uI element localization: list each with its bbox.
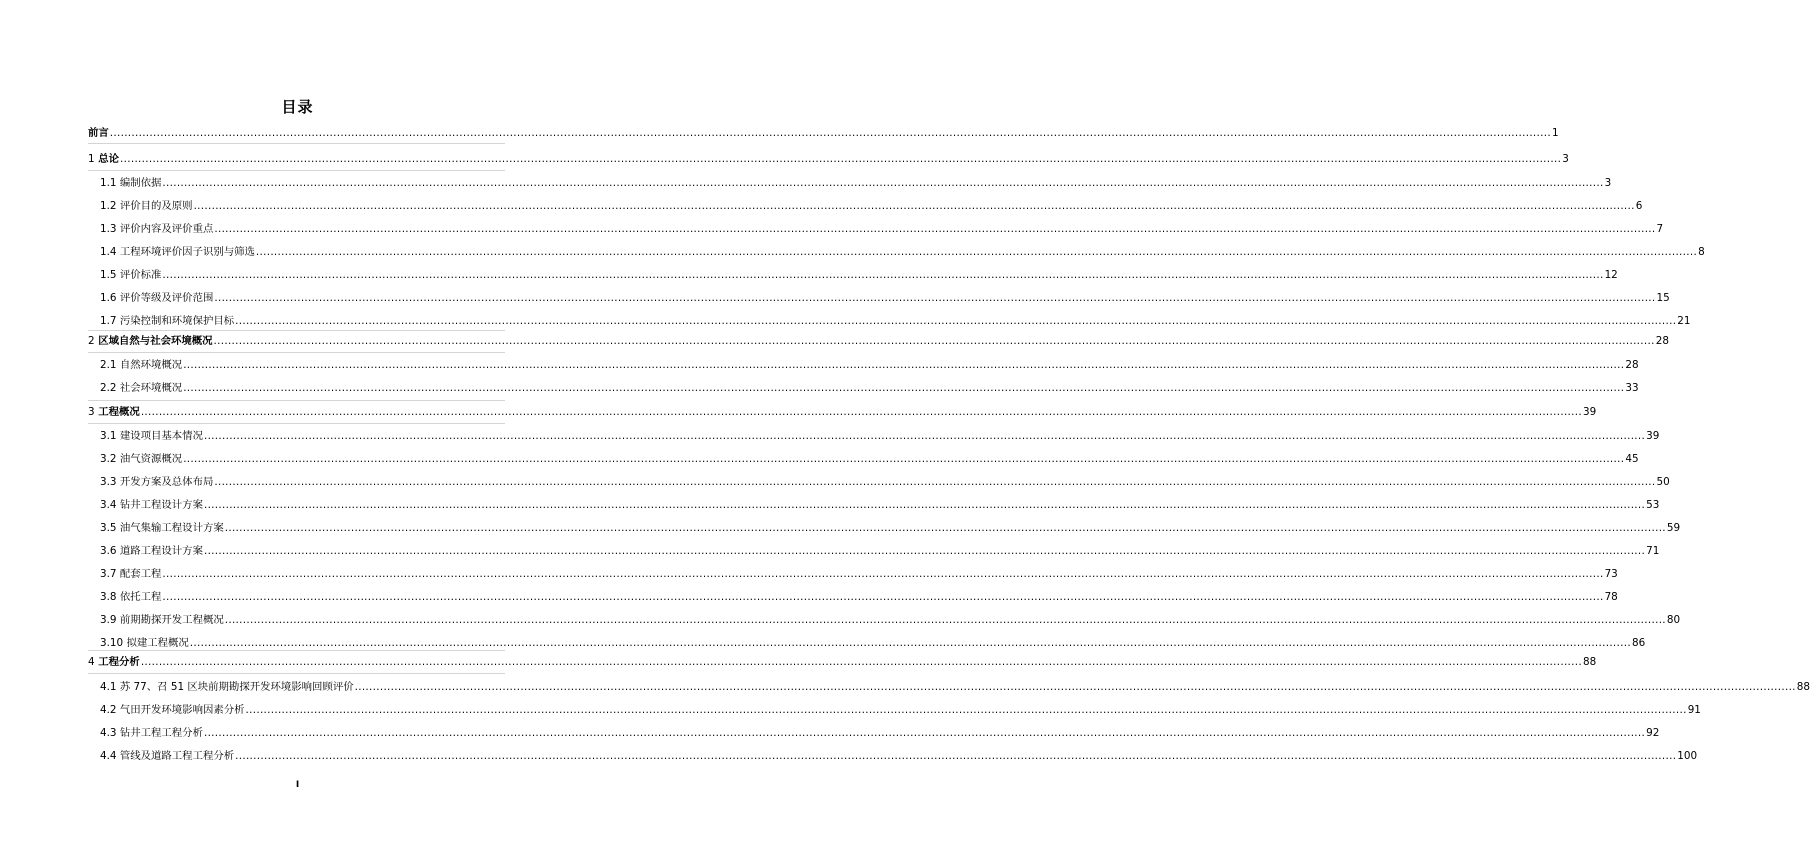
toc-page-number: 1 <box>1551 127 1559 139</box>
toc-section-entry[interactable] <box>100 749 1698 763</box>
toc-entry-text: 道路工程设计方案 <box>119 545 203 557</box>
toc-page-number: 28 <box>1625 359 1639 371</box>
toc-entry-label <box>100 245 255 259</box>
toc-chapter-entry[interactable] <box>88 405 1597 419</box>
toc-entry-text: 拟建工程概况 <box>126 637 189 649</box>
toc-section-entry[interactable] <box>100 291 1670 305</box>
toc-page-number: 73 <box>1604 568 1618 580</box>
toc-page-number: 91 <box>1687 704 1701 716</box>
toc-entry-text: 社会环境概况 <box>119 382 183 394</box>
toc-entry-number: 1.2 <box>100 200 117 212</box>
toc-dot-leader: ................................................................................................................................................................................................................................................................................................................................................................................................................ <box>162 591 1604 603</box>
toc-entry-number: 1.1 <box>100 177 117 189</box>
toc-entry-text: 钻井工程设计方案 <box>119 499 203 511</box>
toc-section-entry[interactable] <box>100 613 1681 627</box>
toc-entry-number: 1.6 <box>100 292 117 304</box>
toc-entry-number: 1.4 <box>100 246 117 258</box>
toc-entry-number: 3.1 <box>100 430 117 442</box>
toc-page-number: 71 <box>1646 545 1660 557</box>
toc-entry-number: 3.3 <box>100 476 117 488</box>
toc-dot-leader: ................................................................................................................................................................................................................................................................................................................................................................................................................ <box>224 522 1666 534</box>
entry-separator <box>88 423 505 424</box>
toc-dot-leader: ................................................................................................................................................................................................................................................................................................................................................................................................................ <box>183 382 1625 394</box>
toc-section-entry[interactable] <box>100 268 1618 282</box>
toc-dot-leader: ................................................................................................................................................................................................................................................................................................................................................................................................................ <box>140 656 1582 668</box>
toc-dot-leader: ................................................................................................................................................................................................................................................................................................................................................................................................................ <box>162 177 1604 189</box>
toc-chapter-entry[interactable] <box>88 126 1559 140</box>
toc-dot-leader: ................................................................................................................................................................................................................................................................................................................................................................................................................ <box>255 246 1698 258</box>
toc-entry-text: 污染控制和环境保护目标 <box>119 315 235 327</box>
toc-entry-label <box>88 655 140 669</box>
toc-page-number: 39 <box>1582 406 1597 418</box>
toc-dot-leader: ................................................................................................................................................................................................................................................................................................................................................................................................................ <box>162 568 1604 580</box>
toc-entry-label <box>100 475 213 489</box>
toc-entry-label <box>100 680 354 694</box>
toc-entry-number: 3.6 <box>100 545 117 557</box>
toc-entry-text: 工程概况 <box>98 406 140 418</box>
toc-dot-leader: ................................................................................................................................................................................................................................................................................................................................................................................................................ <box>189 637 1631 649</box>
toc-entry-number: 4.1 <box>100 681 117 693</box>
toc-entry-number: 2.1 <box>100 359 117 371</box>
toc-page-number: 3 <box>1604 177 1612 189</box>
entry-separator <box>88 352 505 353</box>
toc-entry-label <box>100 381 182 395</box>
toc-dot-leader: ................................................................................................................................................................................................................................................................................................................................................................................................................ <box>140 406 1582 418</box>
toc-chapter-entry[interactable] <box>88 655 1597 669</box>
toc-entry-text: 前言 <box>88 127 109 139</box>
toc-page-number: 53 <box>1646 499 1660 511</box>
toc-page-number: 78 <box>1604 591 1618 603</box>
toc-section-entry[interactable] <box>100 521 1681 535</box>
page-number-footer: I <box>295 780 300 790</box>
toc-entry-number: 3.9 <box>100 614 117 626</box>
toc-entry-label <box>100 222 213 236</box>
toc-entry-text: 评价等级及评价范围 <box>119 292 214 304</box>
toc-entry-text: 前期勘探开发工程概况 <box>119 614 224 626</box>
toc-dot-leader: ................................................................................................................................................................................................................................................................................................................................................................................................................ <box>214 292 1656 304</box>
toc-entry-label <box>100 703 245 717</box>
toc-entry-text: 总论 <box>98 153 120 165</box>
toc-page-number: 39 <box>1646 430 1660 442</box>
toc-section-entry[interactable] <box>100 680 1810 694</box>
toc-dot-leader: ................................................................................................................................................................................................................................................................................................................................................................................................................ <box>162 269 1604 281</box>
toc-dot-leader: ................................................................................................................................................................................................................................................................................................................................................................................................................ <box>203 499 1646 511</box>
toc-entry-number: 1.7 <box>100 315 117 327</box>
toc-entry-text: 评价内容及评价重点 <box>119 223 214 235</box>
toc-entry-number: 3.10 <box>100 637 124 649</box>
toc-entry-number: 2.2 <box>100 382 117 394</box>
toc-entry-text: 工程环境评价因子识别与筛选 <box>119 246 255 258</box>
toc-page-number: 12 <box>1604 269 1618 281</box>
toc-page-number: 88 <box>1582 656 1597 668</box>
toc-entry-text: 钻井工程工程分析 <box>119 727 203 739</box>
toc-entry-number: 3.2 <box>100 453 117 465</box>
toc-entry-text: 区域自然与社会环境概况 <box>98 335 213 347</box>
toc-entry-number: 3.7 <box>100 568 117 580</box>
entry-separator <box>88 330 505 331</box>
toc-entry-label <box>100 291 213 305</box>
toc-entry-number: 4.3 <box>100 727 117 739</box>
toc-page-number: 3 <box>1562 153 1569 165</box>
entry-separator <box>88 650 505 651</box>
toc-entry-label <box>100 268 161 282</box>
toc-entry-number: 2 <box>88 335 95 347</box>
entry-separator <box>88 400 505 401</box>
toc-section-entry[interactable] <box>100 358 1639 372</box>
toc-page-number: 100 <box>1677 750 1698 762</box>
toc-page-number: 6 <box>1635 200 1643 212</box>
toc-dot-leader: ................................................................................................................................................................................................................................................................................................................................................................................................................ <box>193 200 1635 212</box>
toc-dot-leader: ................................................................................................................................................................................................................................................................................................................................................................................................................ <box>203 727 1646 739</box>
toc-page-number: 86 <box>1631 637 1646 649</box>
toc-dot-leader: ................................................................................................................................................................................................................................................................................................................................................................................................................ <box>235 315 1677 327</box>
toc-entry-label <box>88 334 213 348</box>
toc-page-number: 21 <box>1677 315 1691 327</box>
toc-section-entry[interactable] <box>100 245 1705 259</box>
toc-section-entry[interactable] <box>100 544 1660 558</box>
toc-section-entry[interactable] <box>100 452 1639 466</box>
toc-dot-leader: ................................................................................................................................................................................................................................................................................................................................................................................................................ <box>203 430 1646 442</box>
toc-entry-text: 依托工程 <box>119 591 162 603</box>
toc-dot-leader: ................................................................................................................................................................................................................................................................................................................................................................................................................ <box>183 453 1625 465</box>
toc-entry-text: 开发方案及总体布局 <box>119 476 214 488</box>
toc-entry-number: 3.4 <box>100 499 117 511</box>
toc-entry-text: 建设项目基本情况 <box>119 430 203 442</box>
toc-entry-label <box>100 590 161 604</box>
entry-separator <box>88 170 505 171</box>
toc-dot-leader: ................................................................................................................................................................................................................................................................................................................................................................................................................ <box>120 153 1562 165</box>
toc-entry-label <box>88 152 119 166</box>
toc-page-number: 7 <box>1656 223 1664 235</box>
page-title: 目录 <box>281 98 314 116</box>
toc-entry-label <box>88 126 109 140</box>
toc-entry-label <box>100 726 203 740</box>
toc-entry-label <box>100 749 234 763</box>
toc-page-number: 33 <box>1625 382 1639 394</box>
toc-entry-number: 3.5 <box>100 522 117 534</box>
toc-page-number: 15 <box>1656 292 1670 304</box>
toc-dot-leader: ................................................................................................................................................................................................................................................................................................................................................................................................................ <box>235 750 1677 762</box>
toc-dot-leader: ................................................................................................................................................................................................................................................................................................................................................................................................................ <box>213 335 1655 347</box>
toc-dot-leader: ................................................................................................................................................................................................................................................................................................................................................................................................................ <box>203 545 1646 557</box>
toc-dot-leader: ................................................................................................................................................................................................................................................................................................................................................................................................................ <box>109 127 1551 139</box>
toc-page-number: 50 <box>1656 476 1670 488</box>
toc-page-number: 59 <box>1666 522 1681 534</box>
toc-entry-text: 苏 77、召 51 区块前期勘探开发环境影响回顾评价 <box>119 681 354 693</box>
toc-chapter-entry[interactable] <box>88 152 1569 166</box>
toc-entry-number: 4 <box>88 656 95 668</box>
toc-page-number: 92 <box>1646 727 1660 739</box>
toc-section-entry[interactable] <box>100 498 1660 512</box>
toc-entry-text: 工程分析 <box>98 656 140 668</box>
toc-section-entry[interactable] <box>100 703 1701 717</box>
toc-page-number: 45 <box>1625 453 1639 465</box>
toc-section-entry[interactable] <box>100 176 1612 190</box>
toc-entry-text: 评价标准 <box>119 269 162 281</box>
toc-entry-label <box>100 544 203 558</box>
toc-entry-label <box>100 199 193 213</box>
toc-entry-label <box>100 613 224 627</box>
toc-section-entry[interactable] <box>100 222 1664 236</box>
toc-entry-label <box>100 567 161 581</box>
toc-dot-leader: ................................................................................................................................................................................................................................................................................................................................................................................................................ <box>214 223 1656 235</box>
toc-entry-label <box>100 176 161 190</box>
toc-entry-text: 评价目的及原则 <box>119 200 193 212</box>
toc-chapter-entry[interactable] <box>88 334 1669 348</box>
entry-separator <box>88 143 505 144</box>
toc-entry-text: 自然环境概况 <box>119 359 183 371</box>
toc-entry-label <box>100 498 203 512</box>
toc-entry-label <box>100 314 234 328</box>
toc-section-entry[interactable] <box>100 590 1618 604</box>
toc-entry-number: 3 <box>88 406 95 418</box>
toc-section-entry[interactable] <box>100 199 1643 213</box>
toc-entry-label <box>100 521 224 535</box>
toc-dot-leader: ................................................................................................................................................................................................................................................................................................................................................................................................................ <box>354 681 1796 693</box>
toc-dot-leader: ................................................................................................................................................................................................................................................................................................................................................................................................................ <box>183 359 1625 371</box>
entry-separator <box>88 673 505 674</box>
toc-entry-number: 4.4 <box>100 750 117 762</box>
toc-entry-text: 油气集输工程设计方案 <box>119 522 224 534</box>
toc-entry-text: 油气资源概况 <box>119 453 183 465</box>
toc-entry-label <box>100 636 189 650</box>
toc-entry-text: 气田开发环境影响因素分析 <box>119 704 245 716</box>
toc-page-number: 8 <box>1698 246 1705 258</box>
toc-section-entry[interactable] <box>100 429 1660 443</box>
toc-page-number: 88 <box>1796 681 1810 693</box>
toc-section-entry[interactable] <box>100 314 1691 328</box>
toc-section-entry[interactable] <box>100 726 1660 740</box>
toc-entry-label <box>88 405 140 419</box>
toc-entry-number: 1.5 <box>100 269 117 281</box>
toc-entry-label <box>100 358 182 372</box>
toc-entry-label <box>100 429 203 443</box>
toc-dot-leader: ................................................................................................................................................................................................................................................................................................................................................................................................................ <box>245 704 1687 716</box>
toc-entry-text: 配套工程 <box>119 568 162 580</box>
toc-entry-number: 1 <box>88 153 95 165</box>
toc-section-entry[interactable] <box>100 381 1639 395</box>
toc-entry-number: 3.8 <box>100 591 117 603</box>
toc-dot-leader: ................................................................................................................................................................................................................................................................................................................................................................................................................ <box>224 614 1666 626</box>
toc-page-number: 28 <box>1655 335 1669 347</box>
toc-section-entry[interactable] <box>100 475 1670 489</box>
toc-section-entry[interactable] <box>100 567 1618 581</box>
toc-entry-text: 编制依据 <box>119 177 162 189</box>
toc-entry-text: 管线及道路工程工程分析 <box>119 750 235 762</box>
toc-entry-label <box>100 452 182 466</box>
toc-entry-number: 4.2 <box>100 704 117 716</box>
toc-entry-number: 1.3 <box>100 223 117 235</box>
toc-page-number: 80 <box>1666 614 1681 626</box>
toc-section-entry[interactable] <box>100 636 1646 650</box>
toc-dot-leader: ................................................................................................................................................................................................................................................................................................................................................................................................................ <box>214 476 1656 488</box>
